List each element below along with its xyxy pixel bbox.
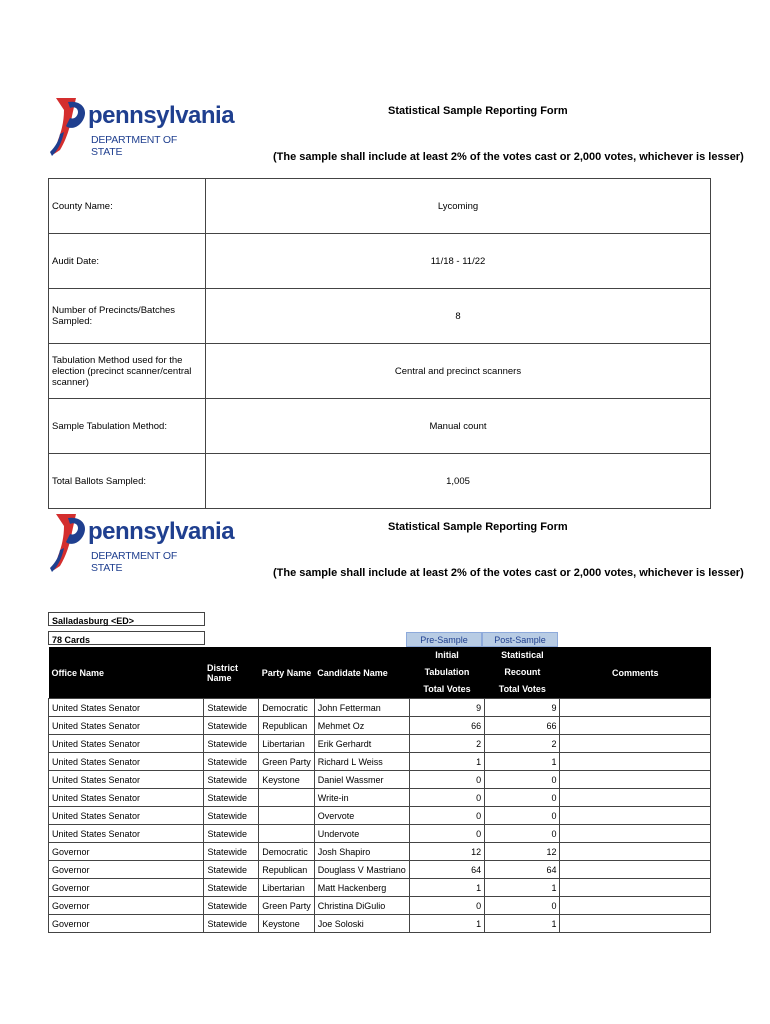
recount-votes-cell: 64 [485,861,560,879]
table-row [49,699,711,717]
header-comments: Comments [560,647,711,699]
party-cell [259,825,315,843]
audit-date-label: Audit Date: [49,234,206,289]
office-cell: Governor [49,915,204,933]
district-cell: Statewide [204,717,259,735]
district-cell: Statewide [204,825,259,843]
comments-cell [560,789,711,807]
table-row [49,915,711,933]
comments-cell [560,771,711,789]
header-candidate: Candidate Name [314,647,409,699]
header-party: Party Name [259,647,315,699]
table-row [49,753,711,771]
table-row [49,789,711,807]
candidate-cell: Erik Gerhardt [314,735,409,753]
recount-votes-cell: 1 [485,753,560,771]
recount-votes-cell: 0 [485,825,560,843]
table-row [49,771,711,789]
party-cell: Libertarian [259,879,315,897]
recount-votes-cell: 0 [485,789,560,807]
logo-department: DEPARTMENT OF STATE [91,550,178,574]
header-initial [409,647,484,699]
header-initial-line1: Initial Tabulation [424,650,470,677]
form-title-2: Statistical Sample Reporting Form [388,521,568,533]
table-row [49,735,711,753]
sample-results-table [48,647,711,933]
post-sample-header: Post-Sample [482,632,558,647]
initial-votes-cell: 12 [409,843,484,861]
comments-cell [560,753,711,771]
district-cell: Statewide [204,807,259,825]
comments-cell [560,825,711,843]
initial-votes-cell: 0 [409,825,484,843]
header-recount-line2: Total Votes [498,684,546,694]
form-title: Statistical Sample Reporting Form [388,105,568,117]
initial-votes-cell: 2 [409,735,484,753]
comments-cell [560,879,711,897]
office-cell: United States Senator [49,825,204,843]
initial-votes-cell: 1 [409,753,484,771]
district-cell: Statewide [204,753,259,771]
header-initial-line2: Total Votes [423,684,471,694]
table-row [49,825,711,843]
comments-cell [560,717,711,735]
candidate-cell: Undervote [314,825,409,843]
keystone-logo-icon [50,512,90,574]
logo-wordmark: pennsylvania [88,518,235,545]
header-district: District Name [204,647,259,699]
table-row [49,897,711,915]
logo-department: DEPARTMENT OF STATE [91,134,178,158]
comments-cell [560,915,711,933]
sample-method-label: Sample Tabulation Method: [49,399,206,454]
audit-date-value: 11/18 - 11/22 [206,234,711,289]
party-cell: Democratic [259,843,315,861]
comments-cell [560,861,711,879]
audit-info-table [48,178,711,509]
comments-cell [560,843,711,861]
initial-votes-cell: 64 [409,861,484,879]
initial-votes-cell: 9 [409,699,484,717]
recount-votes-cell: 0 [485,771,560,789]
candidate-cell: Joe Soloski [314,915,409,933]
county-label: County Name: [49,179,206,234]
pa-dos-logo [50,96,235,160]
office-cell: Governor [49,843,204,861]
party-cell [259,789,315,807]
info-row [49,289,711,344]
office-cell: United States Senator [49,789,204,807]
office-cell: United States Senator [49,699,204,717]
recount-votes-cell: 0 [485,807,560,825]
district-cell: Statewide [204,915,259,933]
sample-district: Salladasburg <ED> [48,612,205,626]
candidate-cell: Write-in [314,789,409,807]
sample-cards: 78 Cards [48,631,205,645]
table-row [49,843,711,861]
info-row [49,179,711,234]
district-cell: Statewide [204,699,259,717]
initial-votes-cell: 66 [409,717,484,735]
party-cell: Republican [259,717,315,735]
district-cell: Statewide [204,771,259,789]
tabulation-method-value: Central and precinct scanners [206,344,711,399]
initial-votes-cell: 1 [409,879,484,897]
initial-votes-cell: 0 [409,789,484,807]
office-cell: United States Senator [49,771,204,789]
office-cell: Governor [49,879,204,897]
info-row [49,399,711,454]
district-cell: Statewide [204,789,259,807]
comments-cell [560,735,711,753]
recount-votes-cell: 1 [485,915,560,933]
district-cell: Statewide [204,861,259,879]
candidate-cell: Overvote [314,807,409,825]
header-recount [485,647,560,699]
tabulation-method-label: Tabulation Method used for the election (precinct scanner/central scanner) [49,344,206,399]
candidate-cell: Christina DiGulio [314,897,409,915]
info-row [49,344,711,399]
form-subtitle: (The sample shall include at least 2% of the votes cast or 2,000 votes, whichever is lesser) [273,151,744,163]
party-cell: Keystone [259,915,315,933]
party-cell: Democratic [259,699,315,717]
candidate-cell: Mehmet Oz [314,717,409,735]
recount-votes-cell: 12 [485,843,560,861]
office-cell: Governor [49,861,204,879]
sample-method-value: Manual count [206,399,711,454]
candidate-cell: Richard L Weiss [314,753,409,771]
district-cell: Statewide [204,843,259,861]
info-row [49,454,711,509]
initial-votes-cell: 0 [409,807,484,825]
table-row [49,717,711,735]
county-value: Lycoming [206,179,711,234]
initial-votes-cell: 1 [409,915,484,933]
info-row [49,234,711,289]
candidate-cell: Douglass V Mastriano [314,861,409,879]
recount-votes-cell: 66 [485,717,560,735]
party-cell: Republican [259,861,315,879]
office-cell: United States Senator [49,735,204,753]
candidate-cell: John Fetterman [314,699,409,717]
office-cell: United States Senator [49,807,204,825]
comments-cell [560,699,711,717]
recount-votes-cell: 0 [485,897,560,915]
recount-votes-cell: 9 [485,699,560,717]
district-cell: Statewide [204,879,259,897]
comments-cell [560,897,711,915]
party-cell [259,807,315,825]
total-ballots-value: 1,005 [206,454,711,509]
precincts-label: Number of Precincts/Batches Sampled: [49,289,206,344]
logo-wordmark: pennsylvania [88,102,235,129]
table-row [49,861,711,879]
total-ballots-label: Total Ballots Sampled: [49,454,206,509]
form-subtitle-2: (The sample shall include at least 2% of the votes cast or 2,000 votes, whichever is lesser) [273,567,744,579]
party-cell: Green Party [259,753,315,771]
table-row [49,807,711,825]
pre-sample-header: Pre-Sample [406,632,482,647]
keystone-logo-icon [50,96,90,158]
recount-votes-cell: 1 [485,879,560,897]
party-cell: Keystone [259,771,315,789]
office-cell: United States Senator [49,717,204,735]
party-cell: Green Party [259,897,315,915]
party-cell: Libertarian [259,735,315,753]
header-recount-line1: Statistical Recount [501,650,544,677]
office-cell: Governor [49,897,204,915]
header-office: Office Name [49,647,204,699]
district-cell: Statewide [204,735,259,753]
precincts-value: 8 [206,289,711,344]
initial-votes-cell: 0 [409,897,484,915]
pa-dos-logo-2 [50,512,235,576]
candidate-cell: Josh Shapiro [314,843,409,861]
recount-votes-cell: 2 [485,735,560,753]
table-header-row [49,647,711,699]
candidate-cell: Matt Hackenberg [314,879,409,897]
initial-votes-cell: 0 [409,771,484,789]
candidate-cell: Daniel Wassmer [314,771,409,789]
table-row [49,879,711,897]
office-cell: United States Senator [49,753,204,771]
comments-cell [560,807,711,825]
district-cell: Statewide [204,897,259,915]
